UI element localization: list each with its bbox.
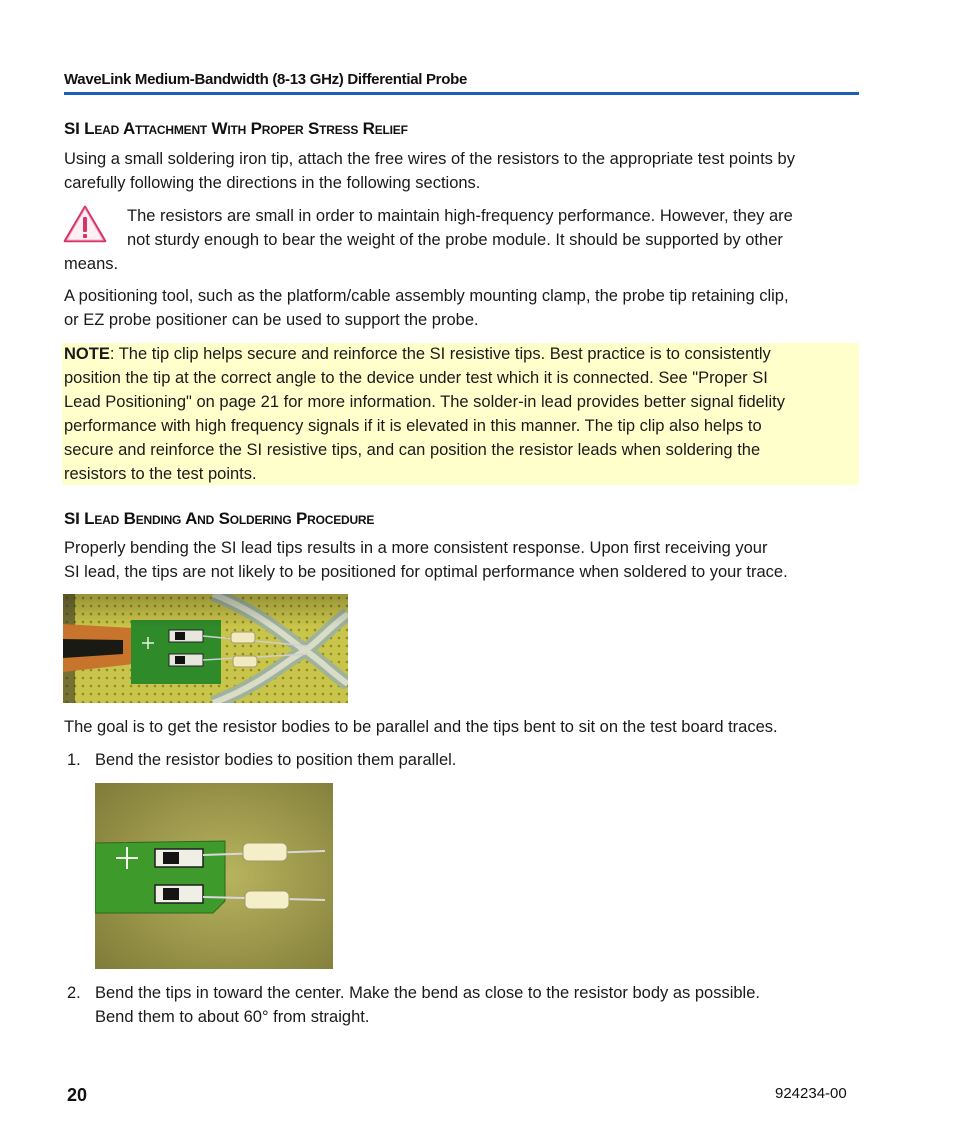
- intro-line: Using a small soldering iron tip, attach the free wires of the resistors to the appropriate test points by: [64, 150, 795, 168]
- bending-intro-paragraph: [64, 536, 864, 584]
- section-heading-bending: SI Lead Bending And Soldering Procedure: [64, 509, 375, 528]
- parallel-resistors-photo: [95, 783, 333, 969]
- warning-line: The resistors are small in order to maintain high-frequency performance. However, they are: [127, 207, 793, 225]
- warning-line: not sturdy enough to bear the weight of the probe module. It should be supported by other: [127, 231, 783, 249]
- intro-paragraph: [64, 147, 864, 195]
- warning-line: means.: [64, 255, 119, 273]
- note-line: : The tip clip helps secure and reinforce the SI resistive tips. Best practice is to consistently: [109, 345, 771, 363]
- step-2-number: 2.: [67, 984, 81, 1002]
- note-first-line: [64, 342, 859, 366]
- header-title: WaveLink Medium-Bandwidth (8-13 GHz) Differential Probe: [64, 71, 467, 88]
- document-number: 924234-00: [775, 1085, 847, 1102]
- note-line: position the tip at the correct angle to the device under test which it is connected. See "Proper SI: [64, 369, 768, 387]
- step-1-line: Bend the resistor bodies to position them parallel.: [95, 751, 457, 769]
- header-rule: [64, 92, 859, 95]
- probe-tip-board-photo: [63, 594, 348, 703]
- bending-intro-line: Properly bending the SI lead tips results in a more consistent response. Upon first receiving your: [64, 539, 768, 557]
- positioning-paragraph: [64, 284, 864, 332]
- step-2-text: [95, 981, 760, 1029]
- warning-paragraph: [64, 204, 864, 276]
- positioning-line: or EZ probe positioner can be used to support the probe.: [64, 311, 479, 329]
- positioning-line: A positioning tool, such as the platform/cable assembly mounting clamp, the probe tip retaining clip,: [64, 287, 789, 305]
- step-1-text: [95, 748, 456, 772]
- note-line: performance with high frequency signals if it is elevated in this manner. The tip clip also helps to: [64, 417, 762, 435]
- goal-paragraph: [64, 715, 864, 739]
- note-text: [64, 342, 859, 486]
- goal-line: The goal is to get the resistor bodies to be parallel and the tips bent to sit on the test board traces.: [64, 718, 778, 736]
- note-line: resistors to the test points.: [64, 465, 257, 483]
- intro-line: carefully following the directions in the following sections.: [64, 174, 481, 192]
- bending-intro-line: SI lead, the tips are not likely to be positioned for optimal performance when soldered to your trace.: [64, 563, 788, 581]
- page-number: 20: [67, 1085, 88, 1105]
- note-line: Lead Positioning" on page 21 for more information. The solder-in lead provides better signal fidelity: [64, 393, 785, 411]
- step-2-line: Bend them to about 60° from straight.: [95, 1008, 370, 1026]
- section-heading-attachment: SI Lead Attachment With Proper Stress Relief: [64, 119, 408, 138]
- note-line: secure and reinforce the SI resistive tips, and can position the resistor leads when soldering the: [64, 441, 761, 459]
- step-2-line: Bend the tips in toward the center. Make the bend as close to the resistor body as possible.: [95, 984, 760, 1002]
- note-label: NOTE: [64, 345, 110, 363]
- step-1-number: 1.: [67, 751, 81, 769]
